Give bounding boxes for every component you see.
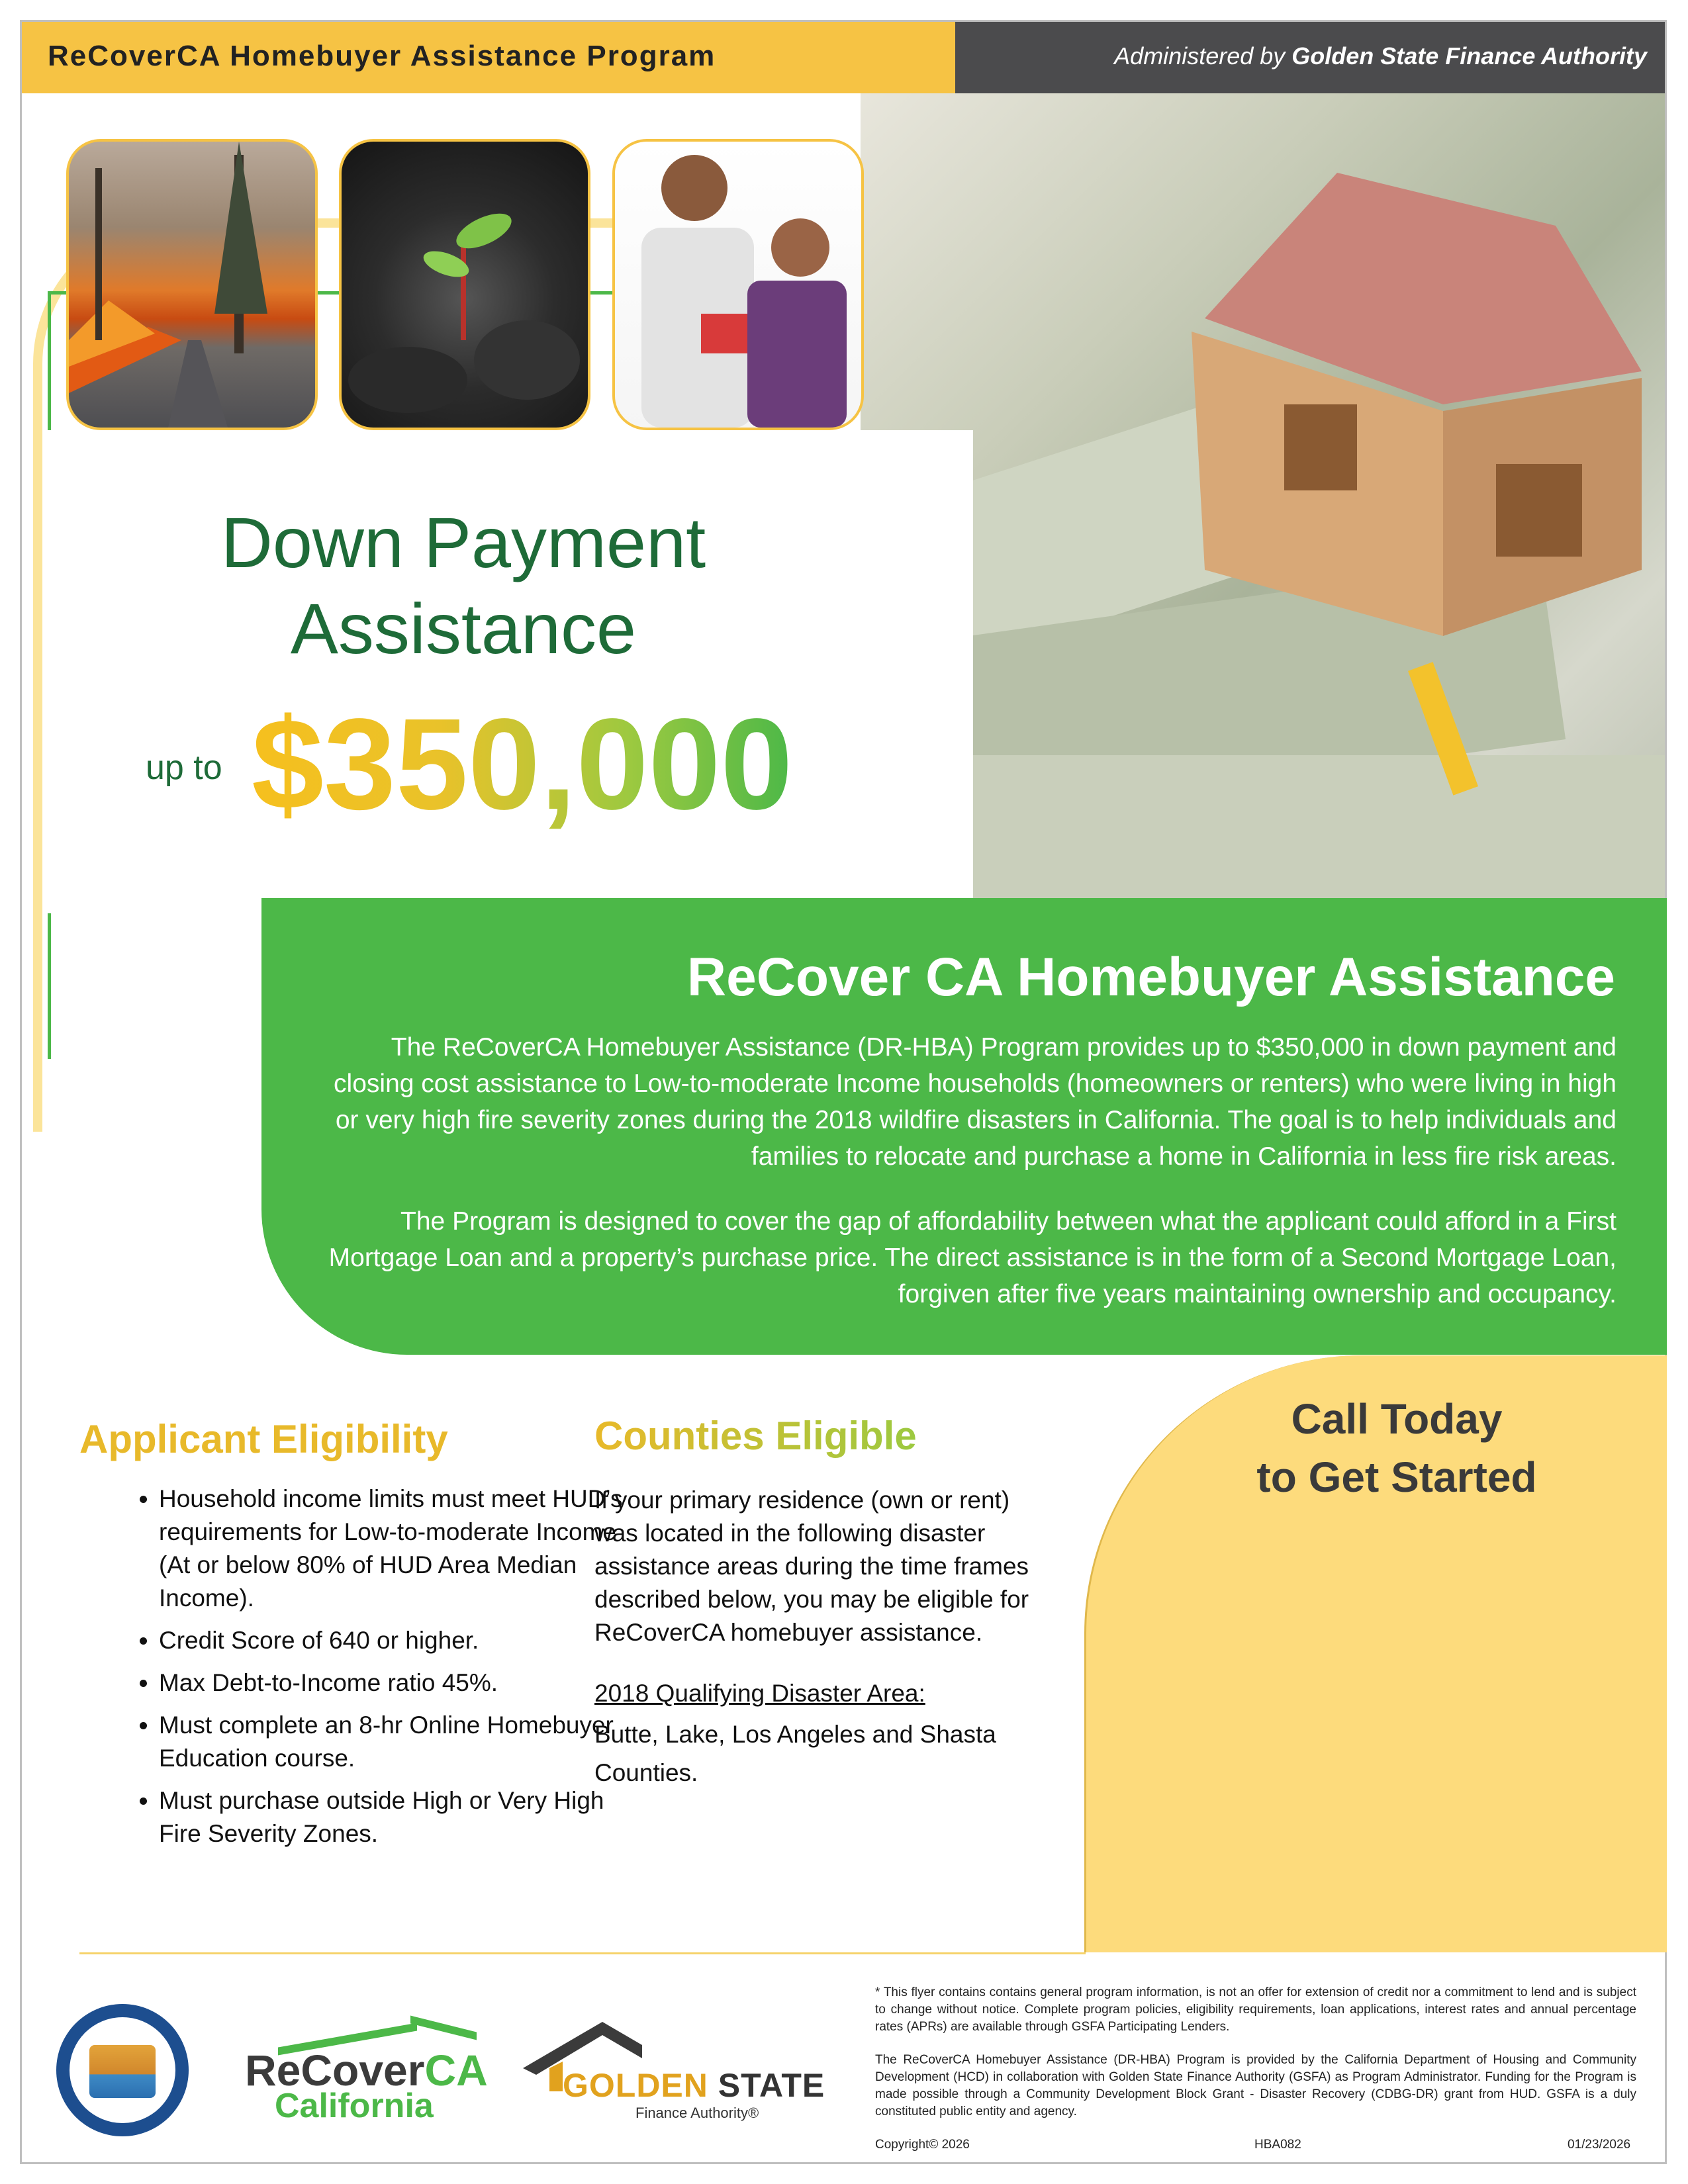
house-on-money-illustration <box>861 93 1665 901</box>
hero-title: Down Payment Assistance <box>220 502 706 668</box>
eligibility-item: • Max Debt-to-Income ratio 45%. <box>159 1666 649 1700</box>
eligibility-item: • Must purchase outside High or Very High Fire Severity Zones. <box>159 1784 649 1850</box>
wildfire-road-photo <box>66 139 318 430</box>
sprout-in-ash-photo <box>339 139 590 430</box>
disaster-area-heading: 2018 Qualifying Disaster Area: <box>594 1680 925 1707</box>
description-paragraph-1: The ReCoverCA Homebuyer Assistance (DR-HBA) Program provides up to $350,000 in down payment and closing cost assistance to Low-to-moderate Income households (homeowners or renters) who were living in high or very high fire severity zones during the 2018 wildfire disasters in California. The goal is to help individuals and families to relocate and purchase a home in California in less fire risk areas. <box>334 1033 1617 1171</box>
sprout-illustration <box>342 142 588 428</box>
recoverca-logo-ca: CA <box>424 2046 488 2095</box>
eligibility-heading: Applicant Eligibility <box>79 1417 448 1461</box>
golden-state-logo-text <box>563 2066 825 2105</box>
golden-state-logo-state: STATE <box>718 2067 825 2104</box>
counties-heading: Counties Eligible <box>594 1414 917 1458</box>
recoverca-logo-word: ReCover <box>245 2046 425 2095</box>
hcd-house-icon <box>89 2045 156 2098</box>
eligibility-item: • Credit Score of 640 or higher. <box>159 1624 649 1657</box>
copyright: Copyright© 2026 <box>875 2138 970 2152</box>
couple-with-keys-photo <box>612 139 864 430</box>
call-to-action <box>1165 1390 1628 1506</box>
administered-prefix: Administered by <box>1114 42 1292 69</box>
eligibility-list <box>79 1482 649 1860</box>
wildfire-illustration <box>69 142 315 428</box>
recoverca-logo-subtitle: California <box>275 2087 434 2125</box>
call-line-2: to Get Started <box>1256 1453 1537 1501</box>
disclaimer-1: * This flyer contains contains general program information, is not an offer for extension of credit nor a commitment to lend and is subject to change without notice. Complete program policies, eligibility requirements, loan applications, interest rates and annual percentage rates (APRs) are available through GSFA Participating Lenders. <box>875 1985 1636 2034</box>
description-paragraph-2: The Program is designed to cover the gap of affordability between what the applicant could afford in a First Mortgage Loan and a property’s purchase price. The direct assistance is in the form of a Second Mortgage Loan, forgiven after five years maintaining ownership and occupancy. <box>328 1207 1617 1308</box>
up-to-label: up to <box>146 749 222 787</box>
couple-illustration <box>615 142 861 428</box>
disclaimer-2: The ReCoverCA Homebuyer Assistance (DR-HBA) Program is provided by the California Department of Housing and Community Development (HCD) in collaboration with Golden State Finance Authority (GSFA) as Program Administrator. Funding for the Program is made possible through a Community Development Block Grant - Disaster Recovery (CDBG-DR) grant from HUD. GSFA is a duly constituted public entity and agency. <box>875 2053 1636 2118</box>
call-line-1: Call Today <box>1291 1395 1503 1443</box>
program-title: ReCoverCA Homebuyer Assistance Program <box>48 40 716 72</box>
assistance-amount: $350,000 <box>252 692 793 837</box>
administered-org: Golden State Finance Authority <box>1291 42 1647 69</box>
eligibility-item: • Must complete an 8-hr Online Homebuyer Education course. <box>159 1709 649 1775</box>
document-date: 01/23/2026 <box>1568 2138 1631 2152</box>
eligibility-item: • Household income limits must meet HUD’s requirements for Low-to-moderate Income (At or below 80% of HUD Area Median Income). <box>159 1482 649 1615</box>
administered-by <box>1114 42 1647 70</box>
disaster-area-counties: Butte, Lake, Los Angeles and Shasta Counties. <box>594 1721 996 1786</box>
counties-description: If your primary residence (own or rent) was located in the following disaster assistance areas during the time frames described below, you may be eligible for ReCoverCA homebuyer assistance. <box>594 1486 1029 1646</box>
section-title: ReCover CA Homebuyer Assistance <box>686 947 1615 1007</box>
golden-state-logo-golden: GOLDEN <box>563 2067 718 2104</box>
golden-state-logo-subtitle: Finance Authority® <box>635 2105 759 2121</box>
footer-divider <box>79 1952 1086 1954</box>
document-code: HBA082 <box>1254 2138 1301 2152</box>
house-on-money-photo <box>861 93 1665 901</box>
